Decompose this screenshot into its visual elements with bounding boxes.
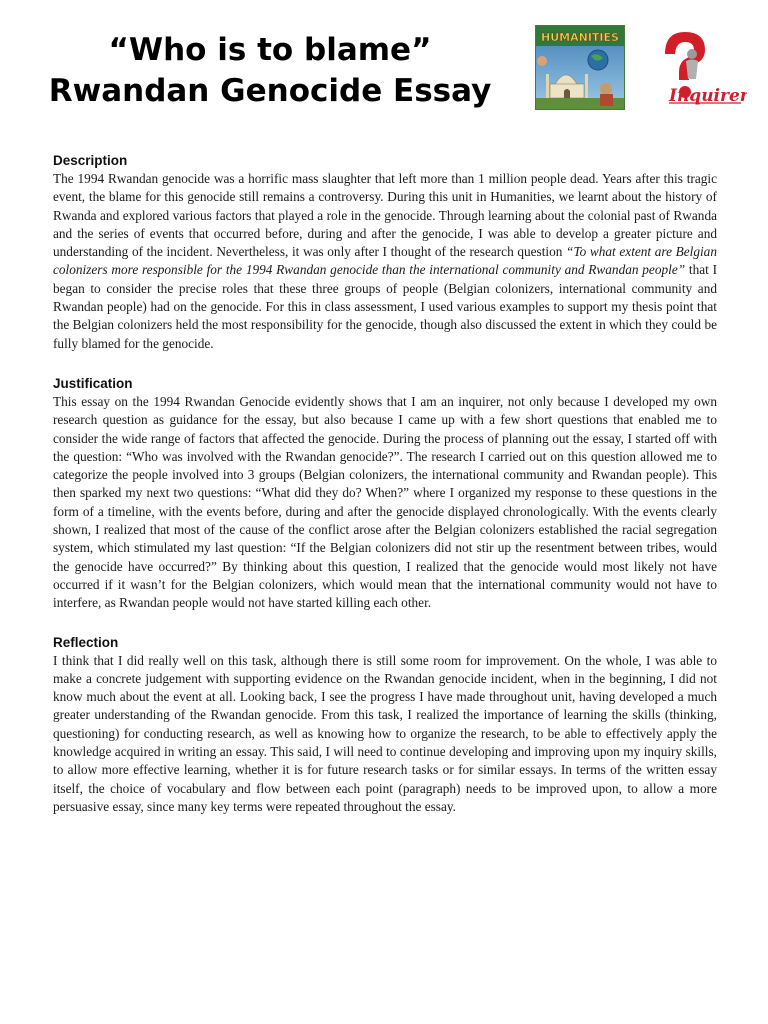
- description-section: [53, 152, 717, 353]
- document-title: [0, 30, 540, 112]
- description-text-part-2: that I began to consider the precise roles that these three groups of people (Belgian colonizers, international community and Rwandan people) had on the genocide. For this in class assessment, I used various examples to support my thesis point that the Belgian colonizers held the most responsibility for the genocide, though also discussed the extent in which they could be fully blamed for the genocide.: [53, 262, 717, 351]
- reflection-section: [53, 634, 717, 817]
- description-heading: Description: [53, 153, 128, 168]
- description-text-part-1: The 1994 Rwandan genocide was a horrific mass slaughter that left more than 1 million people dead. Years after this tragic event, the blame for this genocide still remains a controversy. During this unit in Humanities, we learnt about the history of Rwanda and explored various factors that played a role in the genocide. Through learning about the colonial past of Rwanda and the series of events that occurred before, during and after the genocide, I was able to develop a greater picture and understanding of the incident. Nevertheless, it was only after I thought of the research question: [53, 171, 717, 260]
- humanities-logo: [535, 25, 625, 110]
- reflection-heading: Reflection: [53, 634, 119, 650]
- research-question: “To what extent are Belgian colonizers more responsible for the 1994 Rwandan genocide than the international community and Rwandan people”: [53, 244, 717, 278]
- reflection-paragraph: I think that I did really well on this task, although there is still some room for improvement. On the whole, I was able to make a concrete judgement with supporting evidence on the Rwandan genocide incident, when in the beginning, I did not know much about the event at all. Looking back, I see the progress I have made throughout unit, having developed a much greater understanding of the Rwandan genocide. From this task, I realized the importance of learning the skills (thinking, questioning) for conducting research, as well as knowing how to organize the research, to be able to effectively apply the knowledge acquired in writing an essay. This said, I will need to continue developing and improving upon my inquiry skills, to allow more effective learning, whether it is for future research tasks or for similar essays. In terms of the written essay itself, the choice of vocabulary and flow between each point (paragraph) needs to be improved upon, to allow a more persuasive essay, since many key terms were repeated throughout the essay.: [53, 652, 717, 814]
- title-line-1: “Who is to blame”: [108, 32, 432, 68]
- essay-content: [53, 152, 717, 838]
- title-line-2: Rwandan Genocide Essay: [48, 73, 492, 109]
- description-paragraph: [53, 170, 717, 353]
- inquirer-logo: [655, 28, 747, 106]
- svg-text:Inquirer: Inquirer: [669, 86, 747, 106]
- justification-paragraph: This essay on the 1994 Rwandan Genocide evidently shows that I am an inquirer, not only because I developed my own research question as guidance for the essay, but also because I came up with a few short questions that enabled me to consider the wide range of factors that affected the genocide. During the process of planning out the essay, I started off with the question: “Who was involved with the Rwandan genocide?”. The research I carried out on this question allowed me to categorize the people involved into 3 groups (Belgian colonizers, the international community and Rwandan people). This then sparked my next two questions: “What did they do? When?” where I organized my response to these questions in the form of a timeline, with the events before, during and after the genocide displayed chronologically. With the events clearly shown, I realized that most of the cause of the conflict arose after the Belgian colonizers established the racial segregation system, which stimulated my last question: “If the Belgian colonizers did not stir up the resentment between tribes, would the genocide have occurred?” By thinking about this question, I realized that the genocide would most likely not have occurred if it wasn’t for the Belgian colonizers, which would mean that the international community would not have to interfere, as Rwandan people would not have started killing each other.: [53, 393, 717, 611]
- justification-heading: Justification: [53, 375, 133, 391]
- justification-section: [53, 375, 717, 613]
- svg-text:HUMANITIES: HUMANITIES: [541, 31, 619, 44]
